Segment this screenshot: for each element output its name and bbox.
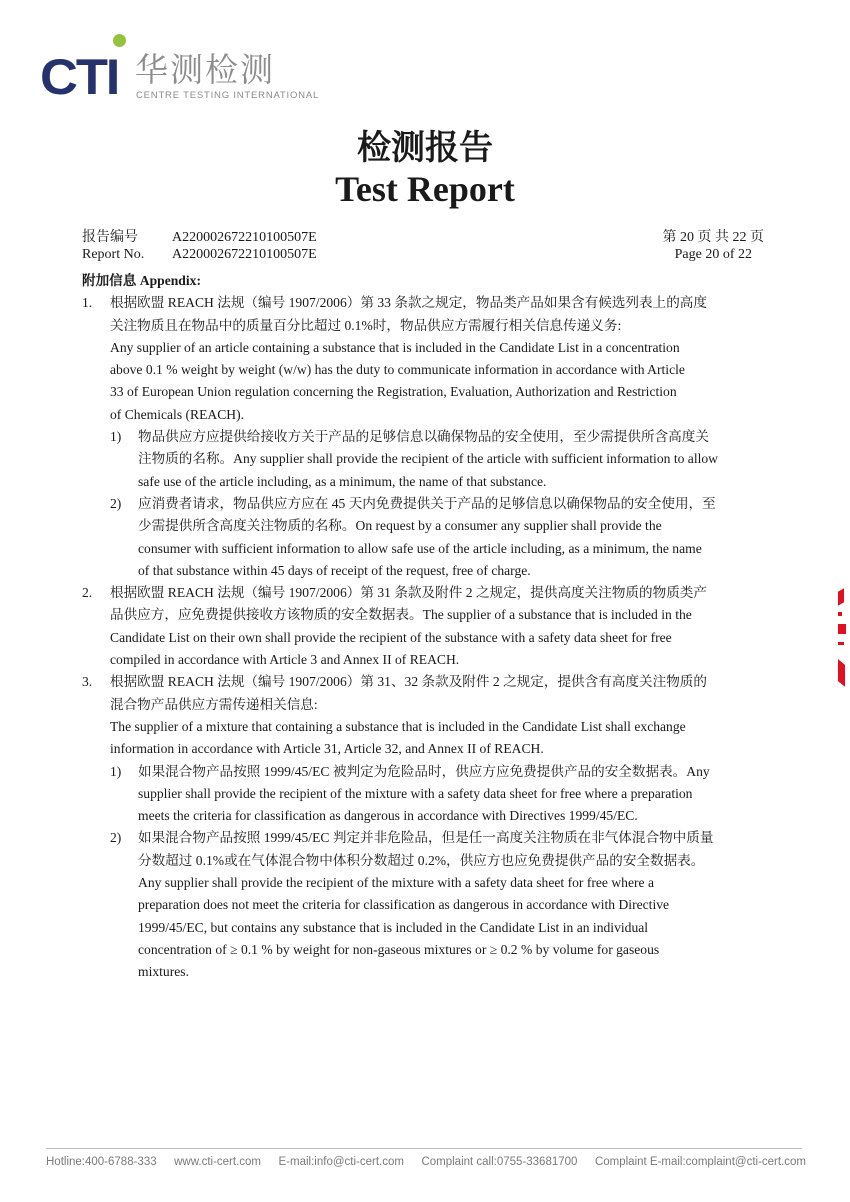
report-no-label-en: Report No.: [82, 247, 145, 262]
appendix-line: [82, 761, 772, 783]
appendix-line: [82, 426, 772, 448]
list-number: 3.: [82, 674, 93, 690]
appendix-line: [82, 649, 772, 671]
line-text: 品供应方，应免费提供接收方该物质的安全数据表。The supplier of a substance that is included in the: [110, 607, 692, 623]
appendix-line: [82, 827, 772, 849]
line-text: 根据欧盟 REACH 法规（编号 1907/2006）第 31、32 条款及附件 2 之规定，提供含有高度关注物质的: [110, 674, 707, 690]
appendix-line: [82, 604, 772, 626]
line-text: 33 of European Union regulation concerning the Registration, Evaluation, Authorization and Restriction: [110, 384, 677, 400]
appendix-line: [82, 783, 772, 805]
footer-complaint-email[interactable]: Complaint E-mail:complaint@cti-cert.com: [594, 1156, 806, 1168]
appendix-line: [82, 671, 772, 693]
line-text: safe use of the article including, as a minimum, the name of that substance.: [138, 473, 547, 489]
appendix-line: [82, 805, 772, 827]
stamp-fragment: [838, 590, 850, 690]
line-text: compiled in accordance with Article 3 and Annex II of REACH.: [110, 652, 460, 668]
list-number: 1): [110, 763, 122, 779]
line-text: 1999/45/EC, but contains any substance that is included in the Candidate List in an individual: [138, 919, 649, 935]
appendix-lines: [82, 292, 772, 983]
list-number: 2): [110, 830, 122, 846]
appendix-line: [82, 894, 772, 916]
appendix-line: [82, 538, 772, 560]
footer-hotline: Hotline:400-6788-333: [46, 1156, 157, 1168]
page-indicator-cn: 第 20 页 共 22 页: [662, 230, 764, 245]
footer-complaint-call: Complaint call:0755-33681700: [421, 1156, 578, 1168]
appendix-line: [82, 582, 772, 604]
line-text: Any supplier shall provide the recipient of the mixture with a safety data sheet for free where a: [138, 875, 654, 891]
line-text: 少需提供所含高度关注物质的名称。On request by a consumer any supplier shall provide the: [138, 518, 662, 534]
appendix-line: [82, 627, 772, 649]
appendix-heading: 附加信息 Appendix:: [82, 273, 201, 288]
appendix-line: [82, 560, 772, 582]
report-no-value-cn: A220002672210100507E: [172, 230, 317, 245]
cti-logo: [40, 34, 320, 105]
list-number: 2.: [82, 585, 93, 601]
logo-brand: CTI: [40, 49, 119, 105]
appendix-line: [82, 292, 772, 314]
line-text: The supplier of a mixture that containing a substance that is included in the Candidate List shall exchange: [110, 718, 686, 734]
title-english: Test Report: [335, 169, 515, 209]
line-text: concentration of ≥ 0.1 % by weight for non-gaseous mixtures or ≥ 0.2 % by volume for gaseous: [138, 941, 660, 957]
appendix-line: [82, 515, 772, 537]
footer-divider: [46, 1148, 802, 1149]
report-no-value-en: A220002672210100507E: [172, 247, 317, 262]
footer-email[interactable]: E-mail:info@cti-cert.com: [278, 1156, 404, 1168]
list-number: 2): [110, 495, 122, 511]
list-number: 1.: [82, 295, 93, 311]
line-text: 分数超过 0.1%或在气体混合物中体积分数超过 0.2%，供应方也应免费提供产品的安全数据表。: [138, 852, 705, 868]
appendix-line: [82, 939, 772, 961]
line-text: of Chemicals (REACH).: [110, 406, 245, 422]
line-text: Any supplier of an article containing a substance that is included in the Candidate List in a concentration: [110, 339, 680, 355]
logo-tagline: CENTRE TESTING INTERNATIONAL: [136, 90, 320, 101]
appendix-line: [82, 694, 772, 716]
appendix-line: [82, 337, 772, 359]
line-text: preparation does not meet the criteria for classification as dangerous in accordance with Directive: [138, 897, 670, 913]
footer-website[interactable]: www.cti-cert.com: [174, 1156, 262, 1168]
line-text: 物品供应方应提供给接收方关于产品的足够信息以确保物品的安全使用，至少需提供所含高度关: [138, 429, 709, 445]
appendix-line: [82, 471, 772, 493]
line-text: 如果混合物产品按照 1999/45/EC 被判定为危险品时，供应方应免费提供产品的安全数据表。Any: [138, 763, 710, 779]
appendix-section: [82, 270, 772, 984]
report-no-label-cn: 报告编号: [82, 230, 138, 245]
appendix-line: [82, 448, 772, 470]
line-text: 关注物质且在物品中的质量百分比超过 0.1%时，物品供应方需履行相关信息传递义务:: [110, 317, 622, 333]
line-text: 根据欧盟 REACH 法规（编号 1907/2006）第 33 条款之规定，物品类产品如果含有候选列表上的高度: [110, 295, 707, 311]
line-text: 注物质的名称。Any supplier shall provide the recipient of the article with sufficient information to allow: [138, 451, 718, 467]
appendix-line: [82, 738, 772, 760]
appendix-line: [82, 716, 772, 738]
appendix-line: [82, 315, 772, 337]
line-text: 应消费者请求，物品供应方应在 45 天内免费提供关于产品的足够信息以确保物品的安全使用，至: [138, 495, 716, 511]
line-text: consumer with sufficient information to allow safe use of the article including, as a minimum, the name: [138, 540, 702, 556]
line-text: of that substance within 45 days of receipt of the request, free of charge.: [138, 562, 531, 578]
appendix-line: [82, 359, 772, 381]
appendix-line: [82, 404, 772, 426]
appendix-line: [82, 961, 772, 983]
line-text: 根据欧盟 REACH 法规（编号 1907/2006）第 31 条款及附件 2 之规定，提供高度关注物质的物质类产: [110, 585, 707, 601]
appendix-line: [82, 917, 772, 939]
appendix-line: [82, 381, 772, 403]
list-number: 1): [110, 429, 122, 445]
line-text: supplier shall provide the recipient of the mixture with a safety data sheet for free where a preparation: [138, 785, 693, 801]
appendix-line: [82, 493, 772, 515]
line-text: information in accordance with Article 31, Article 32, and Annex II of REACH.: [110, 741, 544, 757]
logo-chinese-name: 华测检测: [135, 50, 275, 89]
line-text: mixtures.: [138, 964, 189, 980]
line-text: 混合物产品供应方需传递相关信息:: [110, 696, 318, 712]
line-text: above 0.1 % weight by weight (w/w) has the duty to communicate information in accordance with Article: [110, 362, 685, 378]
footer: [46, 1156, 806, 1168]
line-text: Candidate List on their own shall provide the recipient of the substance with a safety data sheet for free: [110, 629, 672, 645]
line-text: meets the criteria for classification as dangerous in accordance with Directives 1999/45/EC.: [138, 808, 638, 824]
appendix-line: [82, 850, 772, 872]
line-text: 如果混合物产品按照 1999/45/EC 判定并非危险品，但是任一高度关注物质在非气体混合物中质量: [138, 830, 714, 846]
page-indicator-en: Page 20 of 22: [674, 247, 752, 262]
appendix-line: [82, 872, 772, 894]
logo-dot-icon: [113, 34, 126, 47]
title-chinese: 检测报告: [357, 128, 493, 168]
